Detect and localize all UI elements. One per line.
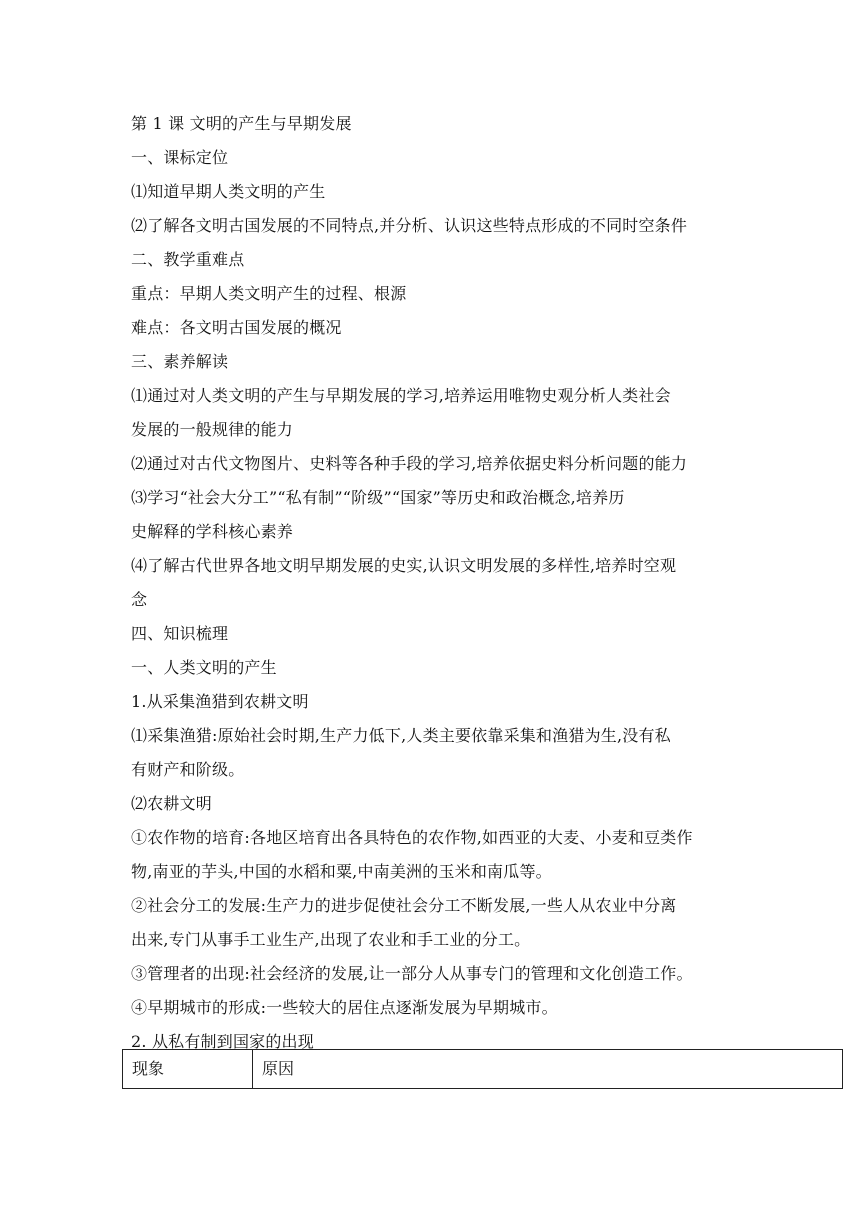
text-line: 难点：各文明古国发展的概况 <box>131 318 342 337</box>
text-line: ⑵通过对古代文物图片、史料等各种手段的学习,培养依据史料分析问题的能力 <box>131 454 688 473</box>
phenomenon-cause-table <box>122 1049 843 1089</box>
text-line: ②社会分工的发展:生产力的进步促使社会分工不断发展,一些人从农业中分离 <box>131 896 677 915</box>
document-body <box>131 107 736 1059</box>
text-line: 出来,专门从事手工业生产,出现了农业和手工业的分工。 <box>131 930 531 949</box>
section-heading: 四、知识梳理 <box>131 624 229 643</box>
text-line: ⑷了解古代世界各地文明早期发展的史实,认识文明发展的多样性,培养时空观 <box>131 556 677 575</box>
subsection-heading: 2. 从私有制到国家的出现 <box>131 1032 314 1051</box>
text-line: ⑶学习“社会大分工”“私有制”“阶级”“国家”等历史和政治概念,培养历 <box>131 488 625 507</box>
text-line: 重点：早期人类文明产生的过程、根源 <box>131 284 407 303</box>
text-line: 有财产和阶级。 <box>131 760 245 779</box>
table-header-cell: 现象 <box>123 1050 253 1088</box>
lesson-title: 第 1 课 文明的产生与早期发展 <box>131 114 352 133</box>
section-heading: 一、课标定位 <box>131 148 229 167</box>
text-line: 物,南亚的芋头,中国的水稻和粟,中南美洲的玉米和南瓜等。 <box>131 862 552 881</box>
text-line: ⑵农耕文明 <box>131 794 213 813</box>
subsection-heading: 1.从采集渔猎到农耕文明 <box>131 692 309 711</box>
text-line: ④早期城市的形成:一些较大的居住点逐渐发展为早期城市。 <box>131 998 558 1017</box>
text-line: ⑴采集渔猎:原始社会时期,生产力低下,人类主要依靠采集和渔猎为生,没有私 <box>131 726 671 745</box>
text-line: ⑴通过对人类文明的产生与早期发展的学习,培养运用唯物史观分析人类社会 <box>131 386 671 405</box>
subsection-heading: 一、人类文明的产生 <box>131 658 277 677</box>
text-line: 史解释的学科核心素养 <box>131 522 294 541</box>
text-line: ⑵了解各文明古国发展的不同特点,并分析、认识这些特点形成的不同时空条件 <box>131 216 688 235</box>
text-line: ①农作物的培育:各地区培育出各具特色的农作物,如西亚的大麦、小麦和豆类作 <box>131 828 693 847</box>
text-line: ⑴知道早期人类文明的产生 <box>131 182 326 201</box>
text-line: 念 <box>131 590 148 609</box>
section-heading: 三、素养解读 <box>131 352 229 371</box>
section-heading: 二、教学重难点 <box>131 250 245 269</box>
text-line: 发展的一般规律的能力 <box>131 420 294 439</box>
text-line: ③管理者的出现:社会经济的发展,让一部分人从事专门的管理和文化创造工作。 <box>131 964 693 983</box>
table-header-cell: 原因 <box>262 1059 295 1078</box>
